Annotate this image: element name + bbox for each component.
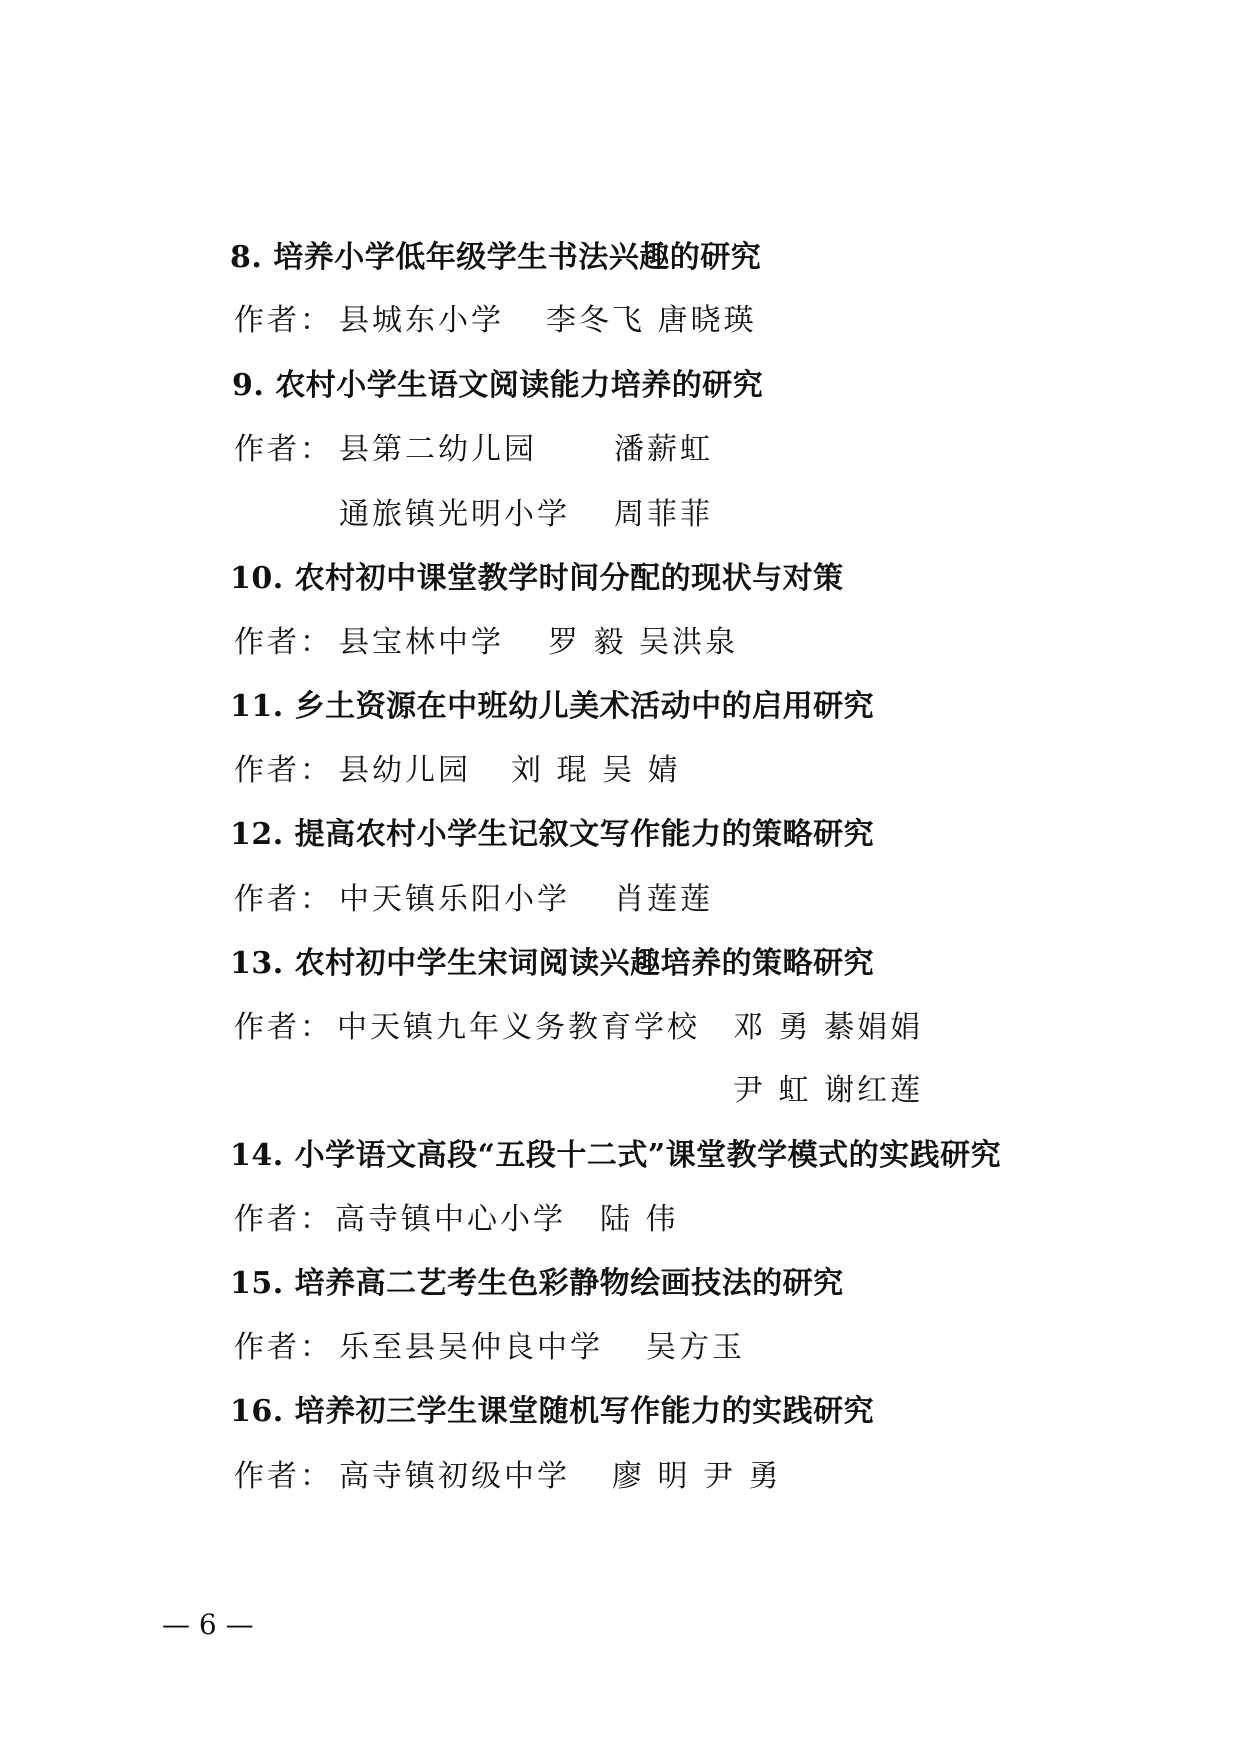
entry-title: 13. 农村初中学生宋词阅读兴趣培养的策略研究 — [230, 946, 875, 981]
entry-title: 10. 农村初中课堂教学时间分配的现状与对策 — [230, 561, 844, 596]
author-label: 作者： — [234, 1202, 333, 1237]
entry-title: 9. 农村小学生语文阅读能力培养的研究 — [232, 368, 764, 403]
author-school: 中天镇乐阳小学 — [339, 882, 570, 917]
author-school: 高寺镇初级中学 — [339, 1459, 570, 1494]
author-names: 邓 勇 綦娟娟 — [733, 1010, 924, 1045]
author-school: 县宝林中学 — [339, 625, 504, 660]
author-label: 作者： — [234, 1330, 333, 1365]
author-label: 作者： — [234, 753, 333, 788]
author-school: 高寺镇中心小学 — [335, 1202, 566, 1237]
entry-title: 16. 培养初三学生课堂随机写作能力的实践研究 — [230, 1394, 875, 1429]
author-school: 县城东小学 — [339, 303, 504, 338]
author-label: 作者： — [234, 1459, 333, 1494]
entry-title: 11. 乡土资源在中班幼儿美术活动中的启用研究 — [230, 689, 875, 724]
entry-title: 12. 提高农村小学生记叙文写作能力的策略研究 — [230, 817, 875, 852]
author-label: 作者： — [234, 1010, 333, 1045]
author-names: 李冬飞 唐晓瑛 — [546, 303, 757, 338]
entry-title: 8. 培养小学低年级学生书法兴趣的研究 — [230, 240, 762, 275]
author-names: 周菲菲 — [614, 497, 713, 532]
author-label: 作者： — [234, 303, 333, 338]
author-school: 县第二幼儿园 — [339, 432, 537, 467]
author-names: 陆 伟 — [600, 1202, 679, 1237]
author-names: 尹 虹 谢红莲 — [733, 1073, 924, 1108]
author-school: 乐至县吴仲良中学 — [339, 1330, 603, 1365]
author-label: 作者： — [234, 625, 333, 660]
author-label: 作者： — [234, 432, 333, 467]
author-names: 刘 琨 吴 婧 — [511, 753, 681, 788]
author-names: 肖莲莲 — [614, 882, 713, 917]
page-number: — 6 — — [162, 1608, 254, 1641]
author-names: 罗 毅 吴洪泉 — [548, 625, 739, 660]
author-school: 中天镇九年义务教育学校 — [337, 1010, 700, 1045]
author-school: 县幼儿园 — [339, 753, 471, 788]
author-names: 廖 明 尹 勇 — [612, 1459, 782, 1494]
author-names: 吴方玉 — [646, 1330, 745, 1365]
author-label: 作者： — [234, 882, 333, 917]
author-school: 通旅镇光明小学 — [339, 497, 570, 532]
entry-title: 15. 培养高二艺考生色彩静物绘画技法的研究 — [230, 1266, 844, 1301]
entry-title: 14. 小学语文高段“五段十二式”课堂教学模式的实践研究 — [230, 1138, 1002, 1173]
author-names: 潘薪虹 — [614, 432, 713, 467]
